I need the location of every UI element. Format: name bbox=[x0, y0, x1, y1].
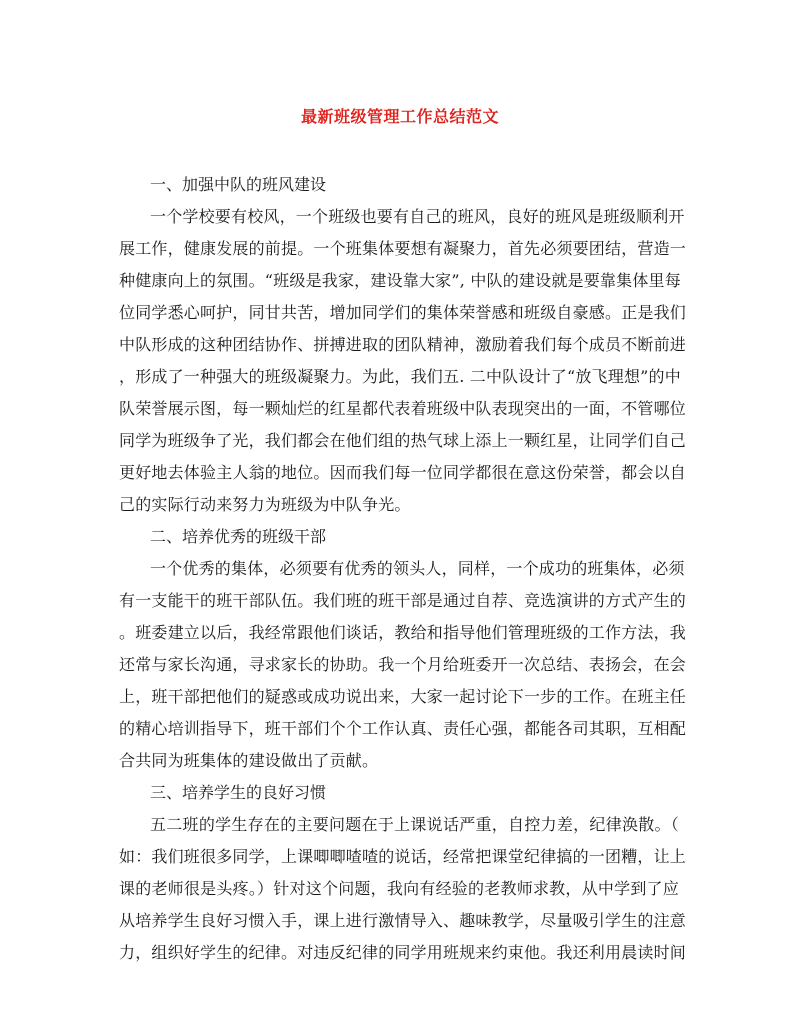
paragraph-line: 课的老师很是头疼。）针对这个问题，我向有经验的老教师求教，从中学到了应 bbox=[119, 879, 679, 898]
paragraph-line: 还常与家长沟通，寻求家长的协助。我一个月给班委开一次总结、表扬会，在会 bbox=[119, 655, 687, 674]
document-title: 最新班级管理工作总结范文 bbox=[300, 107, 499, 126]
section-heading-3: 三、培养学生的良好习惯 bbox=[150, 783, 327, 802]
paragraph-line: 己的实际行动来努力为班级为中队争光。 bbox=[119, 495, 411, 514]
paragraph-line: 力，组织好学生的纪律。对违反纪律的同学用班规来约束他。我还利用晨读时间 bbox=[119, 943, 687, 962]
paragraph-line: 一个优秀的集体，必须要有优秀的领头人，同样，一个成功的班集体，必须 bbox=[150, 559, 685, 578]
paragraph-line: 一个学校要有校风，一个班级也要有自己的班风，良好的班风是班级顺利开 bbox=[150, 207, 685, 226]
paragraph-line: 展工作，健康发展的前提。一个班集体要想有凝聚力，首先必须要团结，营造一 bbox=[119, 239, 687, 258]
section-heading-1: 一、加强中队的班风建设 bbox=[150, 175, 327, 194]
paragraph-line: 的精心培训指导下，班干部们个个工作认真、责任心强，都能各司其职，互相配 bbox=[119, 719, 687, 738]
paragraph-line: 同学为班级争了光，我们都会在他们组的热气球上添上一颗红星，让同学们自己 bbox=[119, 431, 687, 450]
paragraph-line: 五二班的学生存在的主要问题在于上课说话严重，自控力差，纪律涣散。（ bbox=[150, 815, 679, 834]
paragraph-line: 种健康向上的氛围。“班级是我家，建设靠大家”, 中队的建设就是要靠集体里每 bbox=[119, 271, 681, 290]
section-heading-2: 二、培养优秀的班级干部 bbox=[150, 527, 327, 546]
paragraph-line: 从培养学生良好习惯入手，课上进行激情导入、趣味教学，尽量吸引学生的注意 bbox=[119, 911, 687, 930]
paragraph-line: 如：我们班很多同学，上课唧唧喳喳的说话，经常把课堂纪律搞的一团糟，让上 bbox=[119, 847, 687, 866]
paragraph-line: 。班委建立以后，我经常跟他们谈话，教给和指导他们管理班级的工作方法，我 bbox=[119, 623, 687, 642]
paragraph-line: 更好地去体验主人翁的地位。因而我们每一位同学都很在意这份荣誉，都会以自 bbox=[119, 463, 687, 482]
paragraph-line: 队荣誉展示图，每一颗灿烂的红星都代表着班级中队表现突出的一面，不管哪位 bbox=[119, 399, 687, 418]
paragraph-line: 中队形成的这种团结协作、拼搏进取的团队精神，激励着我们每个成员不断前进 bbox=[119, 335, 687, 354]
paragraph-line: 合共同为班集体的建设做出了贡献。 bbox=[119, 751, 379, 770]
paragraph-line: ，形成了一种强大的班级凝聚力。为此，我们五. 二中队设计了“放飞理想”的中 bbox=[119, 367, 681, 386]
paragraph-line: 上，班干部把他们的疑惑或成功说出来，大家一起讨论下一步的工作。在班主任 bbox=[119, 687, 687, 706]
paragraph-line: 有一支能干的班干部队伍。我们班的班干部是通过自荐、竞选演讲的方式产生的 bbox=[119, 591, 687, 610]
paragraph-line: 位同学悉心呵护，同甘共苦，增加同学们的集体荣誉感和班级自豪感。正是我们 bbox=[119, 303, 687, 322]
